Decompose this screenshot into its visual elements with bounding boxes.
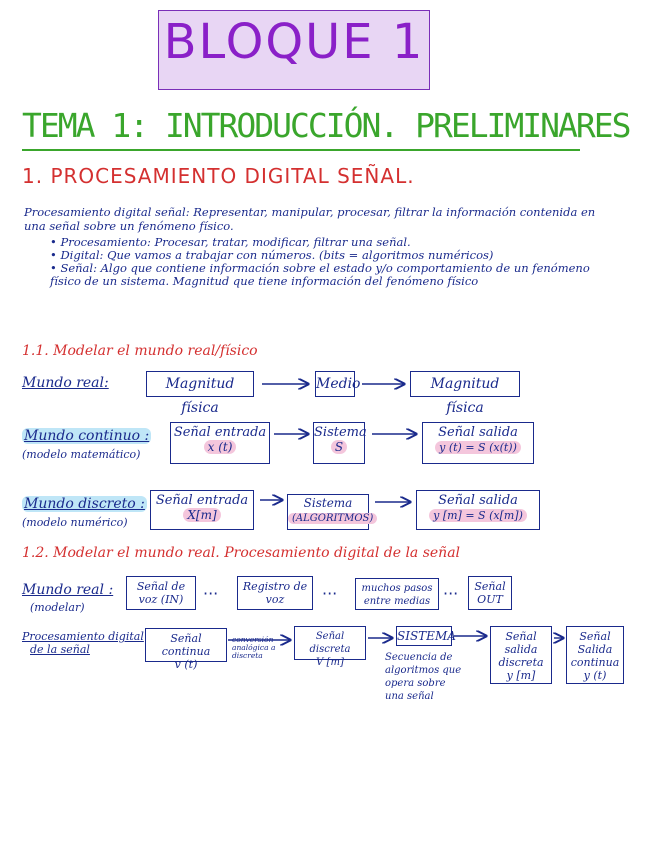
sub2-row2-box-4: [490, 626, 552, 684]
sub1-heading: 1.1. Modelar el mundo real/físico: [22, 343, 258, 359]
row3-sublabel: (modelo numérico): [22, 516, 128, 529]
sub2-row2-box-4-a: Señal salida: [504, 630, 538, 656]
sub2-row1-box-1-b: voz (IN): [138, 593, 184, 606]
topic-underline: [22, 149, 580, 151]
sub2-row2-box-5-b: continua: [570, 656, 620, 669]
sub2-row1-box-1: [126, 576, 196, 610]
bullet-1: • Procesamiento: Procesar, tratar, modificar, filtrar una señal.: [50, 235, 411, 249]
sub2-row1-box-3-a: muchos pasos: [361, 583, 433, 594]
row3-label-text: Mundo discreto :: [24, 496, 145, 512]
block-title: BLOQUE 1: [163, 14, 425, 70]
sub2-row2-box-3-text: SISTEMA: [397, 629, 456, 643]
sub2-row1-dots-1: ···: [203, 584, 219, 603]
sub2-row2-box-1: [145, 628, 227, 671]
row2-box-3: [422, 422, 534, 464]
bullet-2: • Digital: Que vamos a trabajar con números. (bits = algoritmos numéricos): [50, 248, 494, 262]
sub2-row2-label: [22, 630, 144, 656]
bullet-2-text: Digital: Que vamos a trabajar con números. (bits = algoritmos numéricos): [60, 248, 494, 262]
row3-box-3-title: Señal salida: [438, 493, 518, 508]
row3-box-2-title: Sistema: [303, 496, 353, 510]
section1-definition: Procesamiento digital señal: Representar, manipular, procesar, filtrar la información contenida en una señal sobre un fenómeno físico.: [24, 205, 596, 233]
row3-box-1-title: Señal entrada: [155, 493, 249, 508]
row1-label: Mundo real:: [22, 375, 109, 391]
sub2-row1-box-2-a: Registro de: [242, 580, 308, 593]
row1-box-3: [410, 371, 520, 416]
sub2-row2-label-b: de la señal: [30, 643, 90, 656]
sub2-row1-box-4-b: OUT: [477, 593, 503, 606]
sub2-row2-box-5-c: y (t): [583, 669, 607, 682]
row1-box-2-text: Medio: [316, 376, 361, 392]
row1-box-2: [315, 371, 361, 397]
sub2-row2-box-4-c: y [m]: [506, 669, 536, 682]
row2-sublabel: (modelo matemático): [22, 448, 141, 461]
row3-box-2: [287, 494, 374, 530]
row3-label: [22, 496, 147, 512]
sub2-row2-box-1-b: v (t): [174, 658, 198, 671]
sub2-row2-box-2-b: V [m]: [316, 657, 344, 668]
row3-box-1: [150, 490, 254, 530]
row2-box-1-title: Señal entrada: [173, 425, 267, 440]
sub2-row1-box-4: [468, 576, 512, 610]
row3-box-3: [416, 490, 540, 530]
bullet-3: • Señal: Algo que contiene información sobre el estado y/o comportamiento de un fenómeno físico de un sistema. Magnitud que tiene información del fenómeno físico: [50, 261, 590, 288]
row1-box-1: [146, 371, 254, 416]
sub2-row2-system-note: Secuencia de algoritmos que opera sobre una señal: [385, 652, 462, 702]
row2-label: [22, 428, 151, 444]
row2-label-text: Mundo continuo :: [24, 428, 150, 444]
sub2-row1-box-2-b: voz: [265, 593, 285, 606]
sub2-heading: 1.2. Modelar el mundo real. Procesamiento digital de la señal: [22, 545, 461, 561]
sub2-row1-sublabel: (modelar): [30, 601, 85, 614]
row1-box-1-text: Magnitud física: [165, 376, 235, 416]
row3-box-2-sub: (ALGORITMOS): [288, 513, 377, 524]
row1-box-3-text: Magnitud física: [430, 376, 500, 416]
sub2-row1-box-4-a: Señal: [474, 580, 506, 593]
row2-box-1-sub: x (t): [204, 440, 237, 454]
row3-box-1-sub: X[m]: [183, 508, 220, 522]
sub2-row1-dots-3: ···: [443, 584, 459, 603]
sub2-row1-dots-2: ···: [322, 584, 338, 603]
row2-box-3-title: Señal salida: [438, 425, 518, 440]
topic-title: TEMA 1: INTRODUCCIÓN. PRELIMINARES: [22, 106, 630, 145]
sub2-row2-box-2-a: Señal discreta: [309, 631, 351, 655]
row3-box-3-sub: y [m] = S (x[m]): [429, 509, 527, 522]
sub2-row2-box-5-a: Señal Salida: [577, 630, 613, 656]
sub2-row2-conversion-note: conversión analógica a discreta: [232, 635, 276, 660]
sub2-row2-label-a: Procesamiento digital: [22, 630, 144, 643]
sub2-row2-box-1-a: Señal continua: [161, 632, 211, 658]
sub2-row1-box-3-b: entre medias: [363, 596, 431, 607]
row2-box-2: [313, 422, 365, 464]
section1-bullets: [50, 236, 612, 288]
row2-box-2-title: Sistema: [314, 425, 367, 440]
sub2-row2-box-2: [294, 626, 366, 668]
sub2-row1-box-1-a: Señal de: [136, 580, 186, 593]
sub2-row2-box-4-b: discreta: [498, 656, 544, 669]
row2-box-3-sub: y (t) = S (x(t)): [435, 441, 521, 454]
bullet-3-text: Señal: Algo que contiene información sobre el estado y/o comportamiento de un fenómeno físico de un sistema. Magnitud que tiene información del fenómeno físico: [50, 261, 590, 288]
section1-heading: 1. PROCESAMIENTO DIGITAL SEÑAL.: [22, 164, 415, 188]
row2-box-2-sub: S: [331, 440, 347, 454]
sub2-row2-box-5: [566, 626, 624, 684]
sub2-row1-box-2: [237, 576, 313, 610]
sub2-row1-label: Mundo real :: [22, 582, 114, 598]
row2-box-1: [170, 422, 270, 464]
sub2-row2-box-3: [396, 626, 456, 646]
sub2-row1-box-3: [355, 578, 439, 610]
bullet-1-text: Procesamiento: Procesar, tratar, modificar, filtrar una señal.: [60, 235, 411, 249]
